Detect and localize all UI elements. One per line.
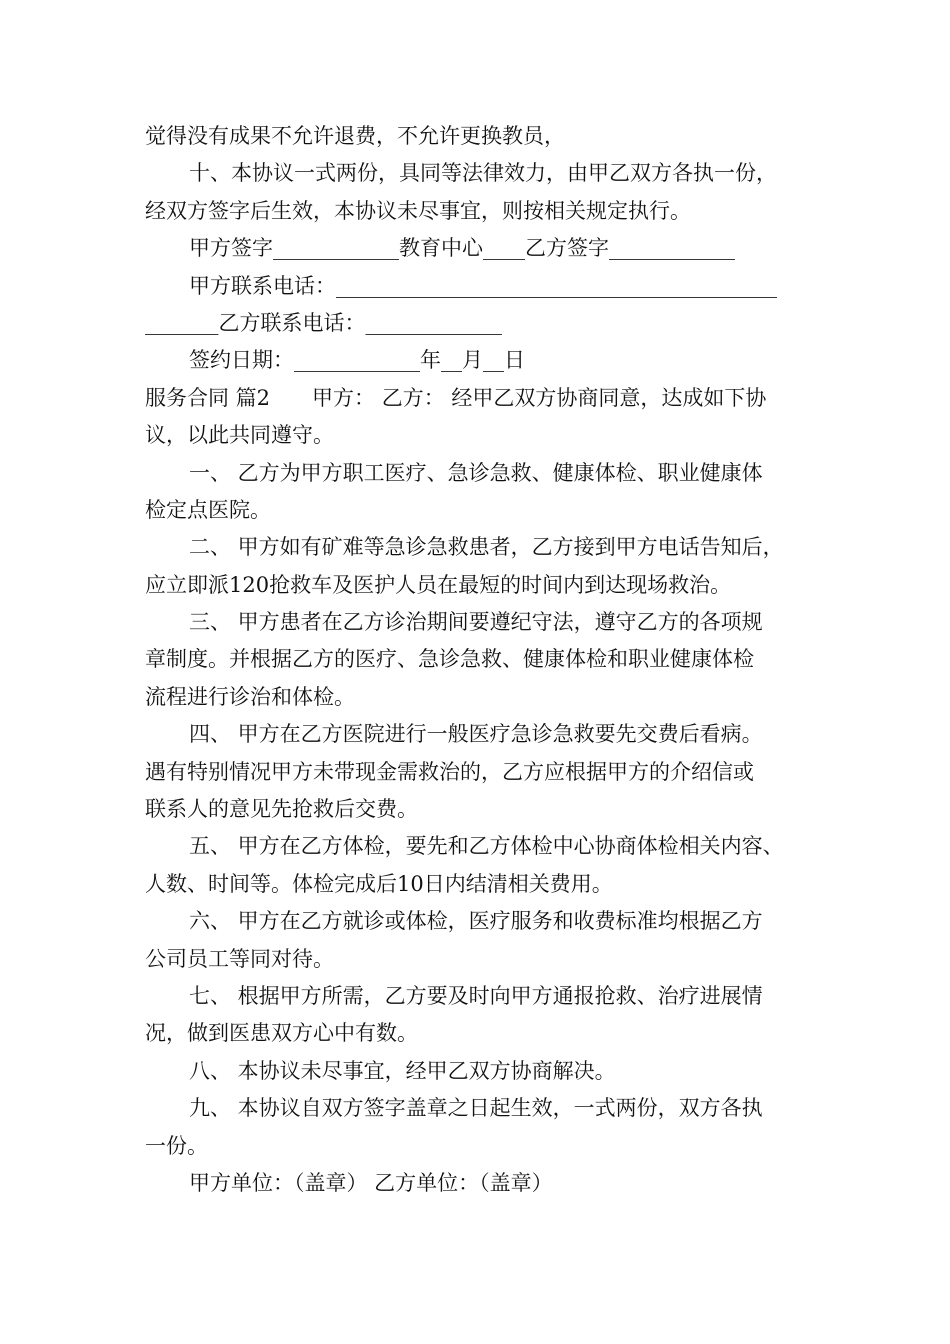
signature-line: 甲方签字____________教育中心____乙方签字____________: [189, 236, 735, 261]
text-line: 流程进行诊治和体检。: [145, 684, 355, 709]
phone-line: _______乙方联系电话：_____________: [145, 310, 502, 335]
text-line: 一份。: [145, 1133, 208, 1158]
date-line: 签约日期：____________年__月__日: [189, 348, 525, 373]
text-line: 经双方签字后生效，本协议未尽事宜，则按相关规定执行。: [145, 198, 691, 223]
clause-line: 五、 甲方在乙方体检，要先和乙方体检中心协商体检相关内容、: [189, 834, 784, 859]
clause-line: 七、 根据甲方所需，乙方要及时向甲方通报抢救、治疗进展情: [189, 983, 763, 1008]
text-line: 十、本协议一式两份，具同等法律效力，由甲乙双方各执一份，: [189, 161, 777, 186]
clause-line: 四、 甲方在乙方医院进行一般医疗急诊急救要先交费后看病。: [189, 722, 763, 747]
phone-line: 甲方联系电话：__________________________________________: [189, 273, 777, 298]
text-line: 检定点医院。: [145, 497, 271, 522]
contract-heading-line: 服务合同 篇2 甲方： 乙方： 经甲乙双方协商同意，达成如下协: [145, 385, 767, 410]
text-line: 遇有特别情况甲方未带现金需救治的，乙方应根据甲方的介绍信或: [145, 759, 754, 784]
text-line: 况，做到医患双方心中有数。: [145, 1021, 418, 1046]
clause-line: 三、 甲方患者在乙方诊治期间要遵纪守法，遵守乙方的各项规: [189, 610, 763, 635]
text-line: 公司员工等同对待。: [145, 946, 334, 971]
clause-line: 六、 甲方在乙方就诊或体检，医疗服务和收费标准均根据乙方: [189, 909, 763, 934]
document-body: [145, 118, 825, 1202]
text-line: 觉得没有成果不允许退费，不允许更换教员，: [145, 124, 565, 148]
text-line: 应立即派120抢救车及医护人员在最短的时间内到达现场救治。: [145, 572, 732, 597]
clause-line: 一、 乙方为甲方职工医疗、急诊急救、健康体检、职业健康体: [189, 460, 763, 485]
clause-line: 九、 本协议自双方签字盖章之日起生效，一式两份，双方各执: [189, 1096, 763, 1121]
text-line: 联系人的意见先抢救后交费。: [145, 797, 418, 822]
clause-line: 二、 甲方如有矿难等急诊急救患者，乙方接到甲方电话告知后，: [189, 535, 784, 560]
seal-line: 甲方单位：（盖章） 乙方单位：（盖章）: [189, 1170, 553, 1195]
text-line: 议，以此共同遵守。: [145, 423, 334, 448]
clause-line: 八、 本协议未尽事宜，经甲乙双方协商解决。: [189, 1058, 616, 1083]
text-line: 章制度。并根据乙方的医疗、急诊急救、健康体检和职业健康体检: [145, 647, 754, 672]
text-line: 人数、时间等。体检完成后10日内结清相关费用。: [145, 871, 613, 896]
